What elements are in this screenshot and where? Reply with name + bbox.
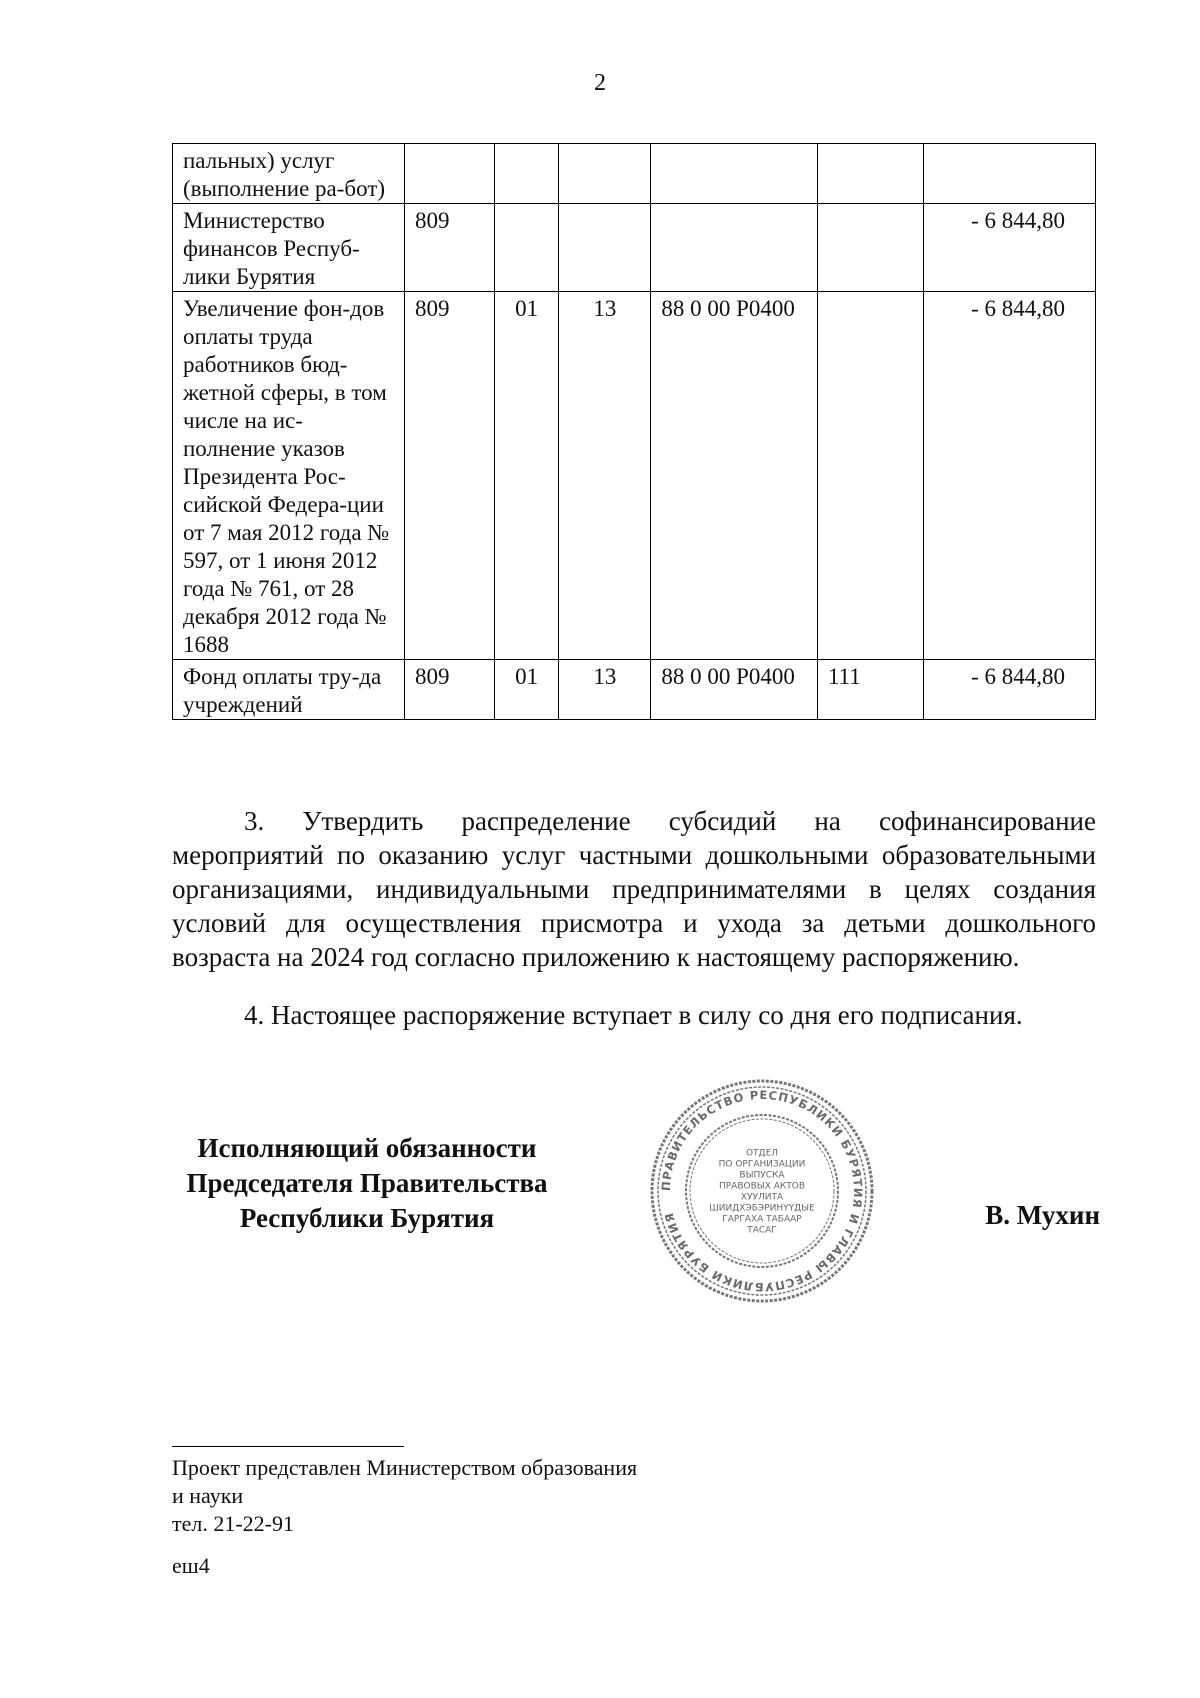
table-cell-sum: - 6 844,80 — [924, 292, 1096, 660]
table-cell-sum — [924, 144, 1096, 204]
stamp-outer-text: ПРАВИТЕЛЬСТВО РЕСПУБЛИКИ БУРЯТИЯ И ГЛАВЫ РЕСПУБЛИКИ БУРЯТИЯ — [658, 1087, 866, 1295]
signer-name: В. Мухин — [985, 1200, 1100, 1230]
stamp-center-line: ГАРГАХА ТАБААР — [722, 1214, 802, 1225]
footnote — [172, 1454, 637, 1538]
stamp-center-line: ВЫПУСКА — [739, 1170, 785, 1181]
stamp-center-line: ПО ОРГАНИЗАЦИИ — [718, 1159, 806, 1170]
table-cell-vr — [817, 204, 923, 292]
paragraph-4 — [172, 998, 1096, 1032]
paragraph-3 — [172, 804, 1096, 974]
signature-title-line-2: Председателя Правительства — [186, 1168, 548, 1198]
footnote-line-2: и науки — [172, 1483, 244, 1508]
table-cell-gr — [405, 144, 495, 204]
signature-title-line-3: Республики Бурятия — [239, 1203, 495, 1233]
official-stamp-seal — [648, 1077, 876, 1305]
table-cell-csr: 88 0 00 P0400 — [651, 660, 818, 720]
paragraph-4-text: 4. Настоящее распоряжение вступает в силу со дня его подписания. — [244, 1000, 1023, 1030]
table-cell-pr: 13 — [559, 660, 651, 720]
table-cell-csr — [651, 204, 818, 292]
stamp-center-line: ПРАВОВЫХ АКТОВ — [718, 1181, 806, 1192]
table-cell-rz: 01 — [494, 660, 558, 720]
table-row — [173, 204, 1096, 292]
table-cell-gr: 809 — [405, 204, 495, 292]
document-code: еш4 — [172, 1553, 210, 1578]
table-cell-name: пальных) услуг (выполнение ра-бот) — [173, 144, 405, 204]
table-cell-rz — [494, 204, 558, 292]
table-cell-vr — [817, 292, 923, 660]
paragraph-3-text: 3. Утвердить распределение субсидий на софинансирование мероприятий по оказанию услуг частными дошкольными образовательными организациями, индивидуальными предпринимателями в целях создания условий для осуществления присмотра и ухода за детьми дошкольного возраста на 2024 год согласно приложению к настоящему распоряжению. — [172, 806, 1096, 972]
table-cell-name: Фонд оплаты тру-да учреждений — [173, 660, 405, 720]
table-cell-vr — [817, 144, 923, 204]
table-cell-gr: 809 — [405, 292, 495, 660]
table-cell-gr: 809 — [405, 660, 495, 720]
budget-table-body — [173, 144, 1096, 720]
stamp-center-line: ОТДЕЛ — [745, 1148, 779, 1159]
signature-title-line-1: Исполняющий обязанности — [197, 1133, 537, 1163]
stamp-center-line: ХУУЛИТА — [740, 1192, 784, 1203]
table-cell-csr — [651, 144, 818, 204]
footnote-line-1: Проект представлен Министерством образования — [172, 1455, 638, 1480]
table-row — [173, 144, 1096, 204]
footnote-divider — [172, 1446, 404, 1447]
page-number: 2 — [594, 70, 606, 96]
table-cell-rz: 01 — [494, 292, 558, 660]
stamp-center-line: ТАСАГ — [747, 1225, 777, 1236]
table-cell-vr: 111 — [817, 660, 923, 720]
table-cell-pr: 13 — [559, 292, 651, 660]
signature-title-block — [172, 1131, 562, 1236]
table-cell-pr — [559, 144, 651, 204]
table-cell-csr: 88 0 00 P0400 — [651, 292, 818, 660]
table-cell-rz — [494, 144, 558, 204]
table-row — [173, 660, 1096, 720]
table-cell-sum: - 6 844,80 — [924, 660, 1096, 720]
table-cell-pr — [559, 204, 651, 292]
table-cell-name: Министерство финансов Респуб-лики Бурятия — [173, 204, 405, 292]
stamp-center-line: ШИИДХЭБЭРИНҮҮДЫЕ — [709, 1203, 815, 1214]
table-row — [173, 292, 1096, 660]
footnote-line-3: тел. 21-22-91 — [172, 1511, 295, 1536]
budget-table — [172, 143, 1096, 720]
table-cell-name: Увеличение фон-дов оплаты труда работников бюд-жетной сферы, в том числе на ис-полнение указов Президента Рос-сийской Федера-ции от 7 мая 2012 года № 597, от 1 июня 2012 года № 761, от 28 декабря 2012 года № 1688 — [173, 292, 405, 660]
table-cell-sum: - 6 844,80 — [924, 204, 1096, 292]
